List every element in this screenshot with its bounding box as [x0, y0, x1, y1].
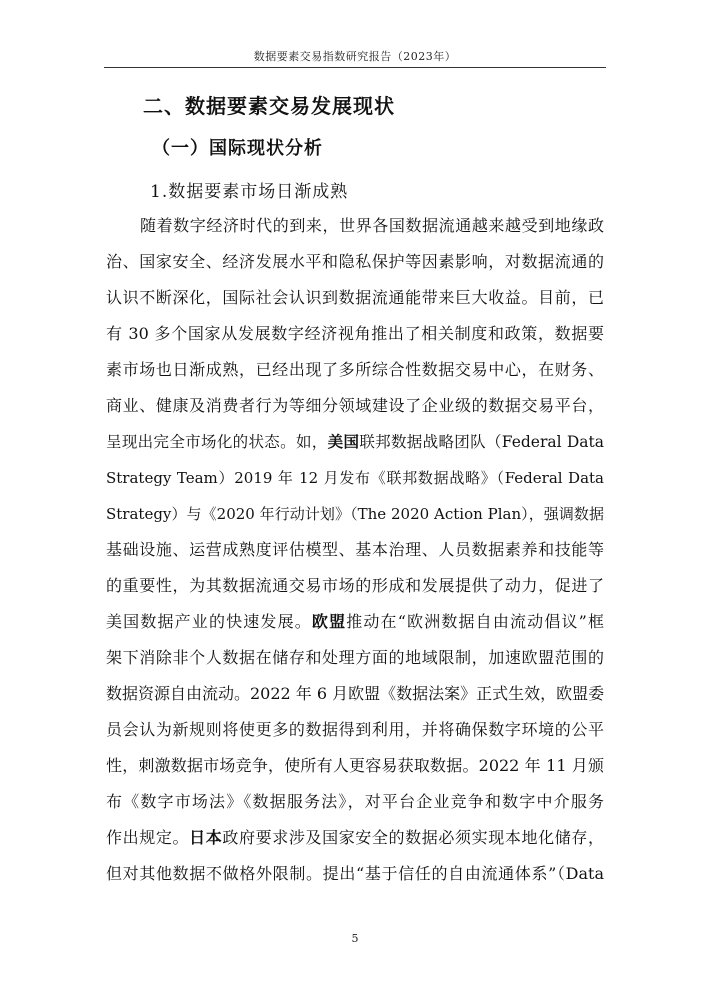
paragraph-line	[106, 388, 604, 424]
line-text: 但对其他数据不做格外限制。提出“基于信任的自由流通体系”（Data	[106, 864, 604, 883]
paragraph-line	[106, 820, 604, 856]
line-text: 推动在“欧洲数据自由流动倡议”框	[346, 612, 604, 631]
header-divider	[104, 67, 606, 68]
line-text: 随着数字经济时代的到来，世界各国数据流通越来越受到地缘政	[140, 216, 604, 235]
paragraph-line	[106, 280, 604, 316]
running-header: 数据要素交易指数研究报告（2023年）	[253, 50, 457, 63]
line-text: 政府要求涉及国家安全的数据必须实现本地化储存，	[222, 828, 604, 847]
item-heading: 1.数据要素市场日渐成熟	[150, 182, 349, 202]
line-text: Strategy）与《2020 年行动计划》（The 2020 Action Plan），强调数据	[106, 505, 604, 523]
body-paragraph	[106, 208, 604, 892]
line-text: 布《数字市场法》《数据服务法》，对平台企业竞争和数字中介服务	[106, 792, 604, 811]
line-text: 的重要性，为其数据流通交易市场的形成和发展提供了动力，促进了	[106, 576, 604, 595]
line-text: 数据资源自由流动。2022 年 6 月欧盟《数据法案》正式生效，欧盟委	[106, 684, 604, 703]
line-text: 基础设施、运营成熟度评估模型、基本治理、人员数据素养和技能等	[106, 540, 604, 559]
paragraph-line	[106, 676, 604, 712]
paragraph-line	[106, 496, 604, 532]
country-emphasis-usa: 美国	[327, 433, 360, 451]
line-text: Strategy Team）2019 年 12 月发布《联邦数据战略》（Federal Data	[106, 469, 604, 487]
paragraph-line	[106, 316, 604, 352]
paragraph-line	[106, 532, 604, 568]
paragraph-line	[106, 244, 604, 280]
line-text: 认识不断深化，国际社会认识到数据流通能带来巨大收益。目前，已	[106, 288, 604, 307]
section-heading: 二、数据要素交易发展现状	[143, 94, 395, 118]
paragraph-line	[106, 568, 604, 604]
line-text: 治、国家安全、经济发展水平和隐私保护等因素影响，对数据流通的	[106, 252, 604, 271]
paragraph-line	[106, 712, 604, 748]
line-text: 商业、健康及消费者行为等细分领域建设了企业级的数据交易平台，	[106, 396, 604, 415]
paragraph-line	[106, 460, 604, 496]
paragraph-line	[106, 856, 604, 892]
line-text: 呈现出完全市场化的状态。如，	[106, 433, 328, 451]
paragraph-line	[106, 784, 604, 820]
line-text: 作出规定。	[106, 828, 190, 847]
paragraph-line	[106, 748, 604, 784]
line-text: 架下消除非个人数据在储存和处理方面的地域限制，加速欧盟范围的	[106, 648, 604, 667]
line-text: 美国数据产业的快速发展。	[106, 612, 312, 631]
line-text: 有 30 多个国家从发展数字经济视角推出了相关制度和政策，数据要	[106, 324, 604, 343]
paragraph-line	[106, 208, 604, 244]
page-number: 5	[351, 932, 359, 945]
line-text: 员会认为新规则将使更多的数据得到利用，并将确保数字环境的公平	[106, 720, 604, 739]
paragraph-line	[106, 604, 604, 640]
paragraph-line	[106, 424, 604, 460]
country-emphasis-japan: 日本	[189, 828, 223, 847]
line-text: 性，刺激数据市场竞争，使所有人更容易获取数据。2022 年 11 月颁	[106, 756, 604, 775]
country-emphasis-eu: 欧盟	[311, 612, 347, 631]
line-text: 联邦数据战略团队（Federal Data	[359, 433, 604, 451]
subsection-heading: （一）国际现状分析	[152, 138, 323, 159]
line-text: 素市场也日渐成熟，已经出现了多所综合性数据交易中心，在财务、	[106, 360, 604, 379]
paragraph-line	[106, 352, 604, 388]
paragraph-line	[106, 640, 604, 676]
